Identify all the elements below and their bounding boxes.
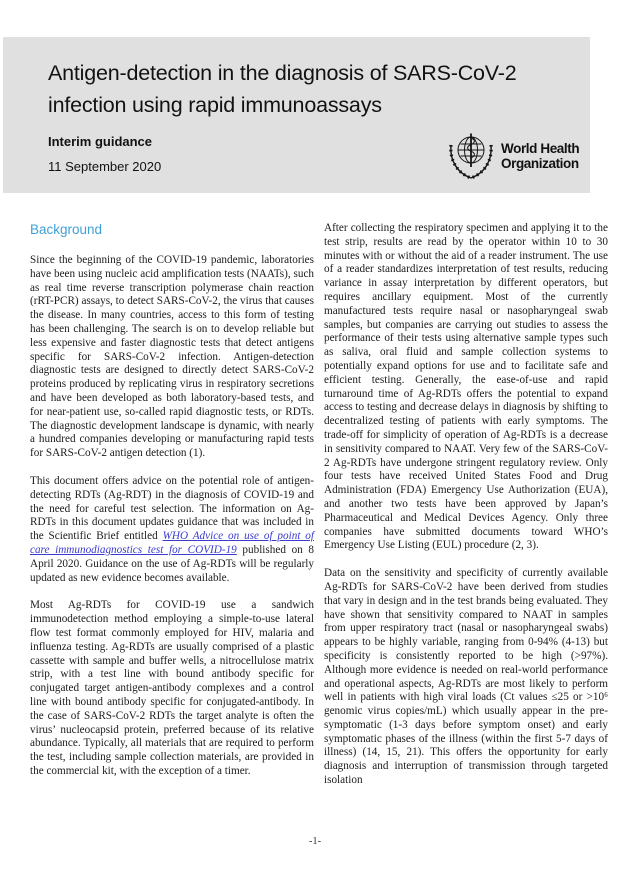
paragraph-document-purpose	[30, 475, 314, 585]
who-logo-line1: World Health	[501, 141, 580, 156]
document-date: 11 September 2020	[48, 159, 162, 174]
section-heading-background: Background	[30, 222, 103, 237]
document-subtitle: Interim guidance	[48, 134, 153, 149]
left-column	[30, 222, 314, 802]
document-body	[30, 222, 608, 802]
who-logo-line2: Organization	[501, 156, 579, 171]
who-emblem-icon	[446, 129, 496, 183]
right-column	[324, 222, 608, 802]
page-title-line1: Antigen-detection in the diagnosis of SARS-CoV-2	[48, 61, 517, 85]
paragraph-intro: Since the beginning of the COVID-19 pandemic, laboratories have been using nucleic acid amplification tests (NAATs), such as real time reverse transcription polymerase chain reaction (rRT-PCR) assays, to detect SARS-CoV-2, the virus that causes the disease. In many countries, access to this form of testing has been challenging. The search is on to develop reliable but less expensive and faster diagnostic tests that detect antigens specific for SARS-CoV-2 infection. Antigen-detection diagnostic tests are designed to directly detect SARS-CoV-2 proteins produced by replicating virus in respiratory secretions and have been developed as both laboratory-based tests, and for near-patient use, so-called rapid diagnostic tests, or RDTs. The diagnostic development landscape is dynamic, with nearly a hundred companies developing or manufacturing rapid tests for SARS-CoV-2 antigen detection (1).	[30, 254, 314, 460]
paragraph-text: published on 8 April 2020. Guidance on the use of Ag-RDTs will be regularly updated as new evidence becomes available.	[30, 543, 314, 584]
who-logo-text	[501, 141, 579, 171]
page-title	[48, 57, 516, 121]
page-title-line2: infection using rapid immunoassays	[48, 93, 382, 117]
scientific-brief-link[interactable]: WHO Advice on use of point of care immunodiagnostics test for COVID-19	[30, 530, 314, 556]
document-header	[3, 37, 590, 193]
page-number: -1-	[308, 836, 322, 847]
paragraph-text: This document offers advice on the potential role of antigen-detecting RDTs (Ag-RDT) in the diagnosis of COVID-19 and the need for careful test selection. The information on Ag-RDTs in this document updates guidance that was included in the Scientific Brief entitled	[30, 474, 314, 543]
who-logo	[446, 129, 579, 183]
paragraph-operation: After collecting the respiratory specimen and applying it to the test strip, results are read by the operator within 10 to 30 minutes with or without the aid of a reader instrument. The use of a reader standardizes interpretation of test results, reducing variance in assay interpretation by different operators, but requires ancillary equipment. Most of the currently manufactured tests require nasal or nasopharyngeal swab samples, but companies are carrying out studies to assess the performance of their tests using alternative sample types such as saliva, oral fluid and sample collection systems to potentially expand options for use and to facilitate safe and efficient testing. Generally, the ease-of-use and rapid turnaround time of Ag-RDTs offers the potential to expand access to testing and decrease delays in diagnosis by shifting to decentralized testing of patients with early symptoms. The trade-off for simplicity of operation of Ag-RDTs is a decrease in sensitivity compared to NAAT. Very few of the SARS-CoV-2 Ag-RDTs have undergone stringent regulatory review. Only four tests have received United States Food and Drug Administration (FDA) Emergency Use Authorization (EUA), and another two tests have been approved by Japan’s Pharmaceutical and Medical Devices Agency. Only three companies have submitted documents toward WHO’s Emergency Use Listing (EUL) procedure (2, 3).	[324, 222, 608, 552]
paragraph-sensitivity: Data on the sensitivity and specificity of currently available Ag-RDTs for SARS-CoV-2 have been derived from studies that vary in design and in the test brands being evaluated. They have shown that sensitivity compared to NAAT in samples from upper respiratory tract (nasal or nasopharyngeal swabs) appears to be highly variable, ranging from 0-94% (4-13) but specificity is consistently reported to be high (>97%). Although more evidence is needed on real-world performance and operational aspects, Ag-RDTs are most likely to perform well in patients with high viral loads (Ct values ≤25 or >10⁶ genomic virus copies/mL) which usually appear in the pre-symptomatic (1-3 days before symptom onset) and early symptomatic phases of the illness (within the first 5-7 days of illness) (14, 15, 21). This offers the opportunity for early diagnosis and interruption of transmission through targeted isolation	[324, 567, 608, 787]
paragraph-test-format: Most Ag-RDTs for COVID-19 use a sandwich immunodetection method employing a simple-to-use lateral flow test format commonly employed for HIV, malaria and influenza testing. Ag-RDTs are usually comprised of a plastic cassette with sample and buffer wells, a nitrocellulose matrix strip, with a test line with bound antibody specific for conjugated target antigen-antibody complexes and a control line with bound antibody specific for conjugated-antibody. In the case of SARS-CoV-2 RDTs the target analyte is often the virus’ nucleocapsid protein, preferred because of its relative abundance. Typically, all materials that are required to perform the test, including sample collection materials, are provided in the commercial kit, with the exception of a timer.	[30, 599, 314, 777]
